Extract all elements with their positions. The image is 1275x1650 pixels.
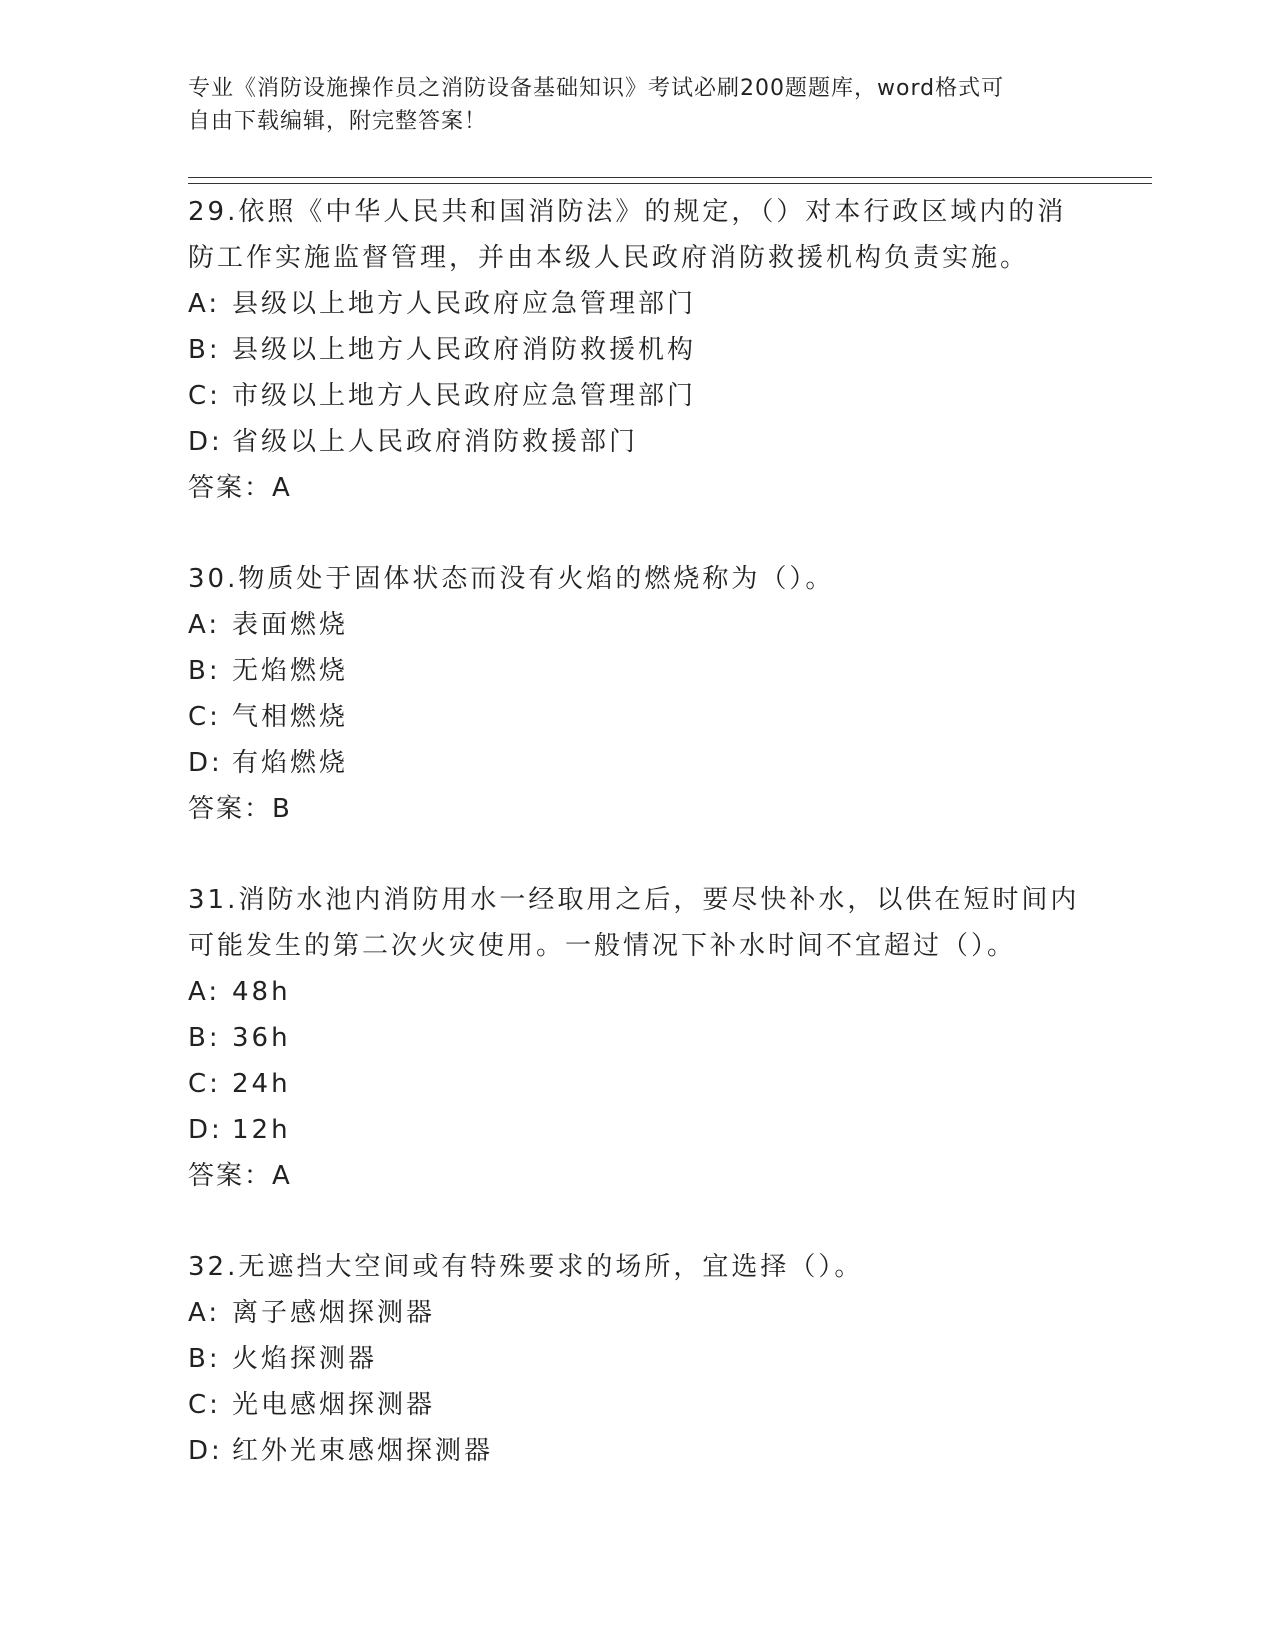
option-text: 无焰燃烧 — [232, 656, 349, 686]
option-text: 省级以上人民政府消防救援部门 — [232, 427, 639, 457]
option-letter: A: — [188, 610, 221, 640]
option-letter: A: — [188, 289, 221, 319]
option-text: 离子感烟探测器 — [232, 1298, 436, 1328]
option-text: 火焰探测器 — [232, 1344, 378, 1374]
option-d — [188, 1428, 1088, 1474]
answer-label: 答案：B — [188, 794, 292, 824]
option-c — [188, 694, 1088, 740]
answer-label: 答案：A — [188, 1161, 292, 1191]
option-text: 有焰燃烧 — [232, 748, 349, 778]
option-text: 光电感烟探测器 — [232, 1390, 436, 1420]
option-letter: B: — [188, 335, 221, 365]
option-letter: D: — [188, 427, 223, 457]
option-letter: D: — [188, 1115, 223, 1145]
stem-line: 30.物质处于固体状态而没有火焰的燃烧称为（）。 — [188, 564, 835, 594]
header-divider-bottom — [188, 183, 1152, 184]
option-text: 县级以上地方人民政府消防救援机构 — [232, 335, 697, 365]
stem-line: 31.消防水池内消防用水一经取用之后，要尽快补水，以供在短时间内 — [188, 885, 1080, 915]
option-letter: C: — [188, 1390, 221, 1420]
option-a — [188, 969, 1088, 1015]
option-c — [188, 1382, 1088, 1428]
option-text: 表面燃烧 — [232, 610, 349, 640]
option-text: 36h — [232, 1023, 291, 1053]
option-text: 24h — [232, 1069, 291, 1099]
option-text: 12h — [232, 1115, 291, 1145]
stem-line: 防工作实施监督管理，并由本级人民政府消防救援机构负责实施。 — [188, 243, 1030, 273]
option-text: 县级以上地方人民政府应急管理部门 — [232, 289, 697, 319]
question-stem — [188, 556, 1088, 602]
header-divider-top — [188, 177, 1152, 178]
stem-line: 32.无遮挡大空间或有特殊要求的场所，宜选择（）。 — [188, 1252, 864, 1282]
option-a — [188, 281, 1088, 327]
stem-line: 可能发生的第二次火灾使用。一般情况下补水时间不宜超过（）。 — [188, 931, 1017, 961]
option-letter: B: — [188, 1344, 221, 1374]
option-text: 市级以上地方人民政府应急管理部门 — [232, 381, 697, 411]
question-31 — [188, 877, 1088, 1199]
option-a — [188, 602, 1088, 648]
option-b — [188, 1015, 1088, 1061]
option-letter: B: — [188, 1023, 221, 1053]
question-stem — [188, 877, 1088, 969]
option-c — [188, 1061, 1088, 1107]
option-text: 48h — [232, 977, 291, 1007]
option-letter: C: — [188, 702, 221, 732]
option-text: 红外光束感烟探测器 — [232, 1436, 494, 1466]
option-letter: C: — [188, 1069, 221, 1099]
option-d — [188, 740, 1088, 786]
option-letter: A: — [188, 977, 221, 1007]
option-letter: B: — [188, 656, 221, 686]
option-letter: C: — [188, 381, 221, 411]
question-stem — [188, 1244, 1088, 1290]
question-32 — [188, 1244, 1088, 1474]
header-line-1: 专业《消防设施操作员之消防设备基础知识》考试必刷200题题库，word格式可 — [188, 76, 1005, 101]
option-b — [188, 648, 1088, 694]
option-c — [188, 373, 1088, 419]
header-line-2: 自由下载编辑，附完整答案！ — [188, 109, 488, 134]
option-b — [188, 327, 1088, 373]
option-letter: D: — [188, 1436, 223, 1466]
option-a — [188, 1290, 1088, 1336]
option-letter: D: — [188, 748, 223, 778]
question-30 — [188, 556, 1088, 832]
option-d — [188, 1107, 1088, 1153]
option-letter: A: — [188, 1298, 221, 1328]
option-d — [188, 419, 1088, 465]
document-header — [188, 72, 1068, 138]
stem-line: 29.依照《中华人民共和国消防法》的规定，（）对本行政区域内的消 — [188, 197, 1067, 227]
question-29 — [188, 189, 1088, 511]
answer-label: 答案：A — [188, 473, 292, 503]
option-text: 气相燃烧 — [232, 702, 349, 732]
question-list — [188, 189, 1088, 1519]
option-b — [188, 1336, 1088, 1382]
question-stem — [188, 189, 1088, 281]
